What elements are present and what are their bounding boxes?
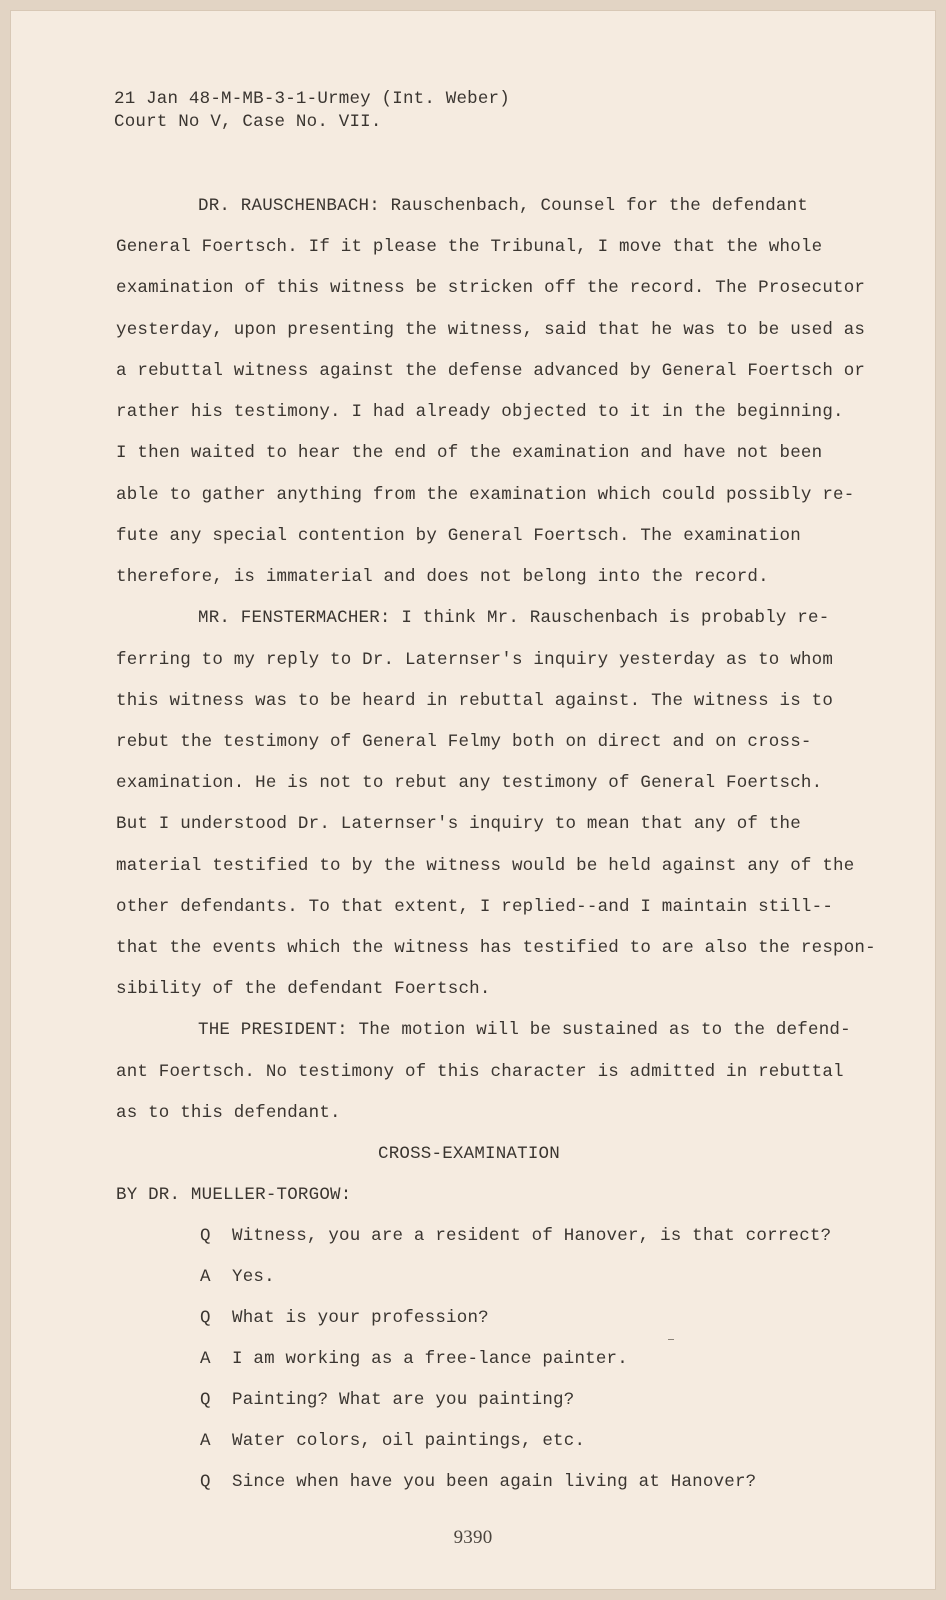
section-heading: CROSS-EXAMINATION — [378, 1144, 560, 1164]
text-line: examination. He is not to rebut any testimony of General Foertsch. — [116, 773, 823, 793]
text-line: ferring to my reply to Dr. Laternser's inquiry yesterday as to whom — [116, 650, 834, 670]
text-line: as to this defendant. — [116, 1103, 341, 1123]
qa-text: Since when have you been again living at Hanover? — [232, 1472, 757, 1492]
text-line: But I understood Dr. Laternser's inquiry to mean that any of the — [116, 814, 801, 834]
page-number: 9390 — [453, 1527, 493, 1548]
text-line: yesterday, upon presenting the witness, said that he was to be used as — [116, 320, 866, 340]
qa-letter: A — [200, 1431, 211, 1451]
text-line: sibility of the defendant Foertsch. — [116, 979, 491, 999]
text-line: therefore, is immaterial and does not belong into the record. — [116, 567, 769, 587]
text-line: MR. FENSTERMACHER: I think Mr. Rauschenbach is probably re- — [198, 608, 830, 628]
qa-letter: Q — [200, 1472, 211, 1492]
qa-letter: Q — [200, 1390, 211, 1410]
text-line: able to gather anything from the examination which could possibly re- — [116, 485, 855, 505]
text-line: examination of this witness be stricken off the record. The Prosecutor — [116, 278, 866, 298]
qa-letter: Q — [200, 1308, 211, 1328]
qa-text: What is your profession? — [232, 1308, 489, 1328]
examiner-line: BY DR. MUELLER-TORGOW: — [116, 1185, 352, 1205]
qa-text: I am working as a free-lance painter. — [232, 1349, 628, 1369]
header-line-1: 21 Jan 48-M-MB-3-1-Urmey (Int. Weber) — [114, 89, 510, 109]
text-line: rebut the testimony of General Felmy both on direct and on cross- — [116, 732, 812, 752]
text-line: material testified to by the witness would be held against any of the — [116, 856, 855, 876]
text-line: rather his testimony. I had already objected to it in the beginning. — [116, 402, 844, 422]
text-line: THE PRESIDENT: The motion will be sustained as to the defend- — [198, 1020, 851, 1040]
qa-letter: A — [200, 1349, 211, 1369]
qa-text: Yes. — [232, 1267, 275, 1287]
qa-text: Water colors, oil paintings, etc. — [232, 1431, 586, 1451]
qa-letter: Q — [200, 1226, 211, 1246]
text-line: other defendants. To that extent, I replied--and I maintain still-- — [116, 897, 834, 917]
text-line: I then waited to hear the end of the examination and have not been — [116, 443, 823, 463]
text-line: fute any special contention by General Foertsch. The examination — [116, 526, 801, 546]
text-line: this witness was to be heard in rebuttal against. The witness is to — [116, 691, 834, 711]
text-line: DR. RAUSCHENBACH: Rauschenbach, Counsel for the defendant — [198, 196, 808, 216]
text-line: ant Foertsch. No testimony of this character is admitted in rebuttal — [116, 1062, 844, 1082]
header-line-2: Court No V, Case No. VII. — [114, 112, 382, 132]
text-line: that the events which the witness has testified to are also the respon- — [116, 938, 876, 958]
qa-letter: A — [200, 1267, 211, 1287]
qa-text: Witness, you are a resident of Hanover, is that correct? — [232, 1226, 832, 1246]
text-line: General Foertsch. If it please the Tribunal, I move that the whole — [116, 237, 823, 257]
qa-text: Painting? What are you painting? — [232, 1390, 575, 1410]
text-line: a rebuttal witness against the defense advanced by General Foertsch or — [116, 361, 866, 381]
paper-speck — [668, 1339, 674, 1340]
document-header — [114, 88, 510, 134]
